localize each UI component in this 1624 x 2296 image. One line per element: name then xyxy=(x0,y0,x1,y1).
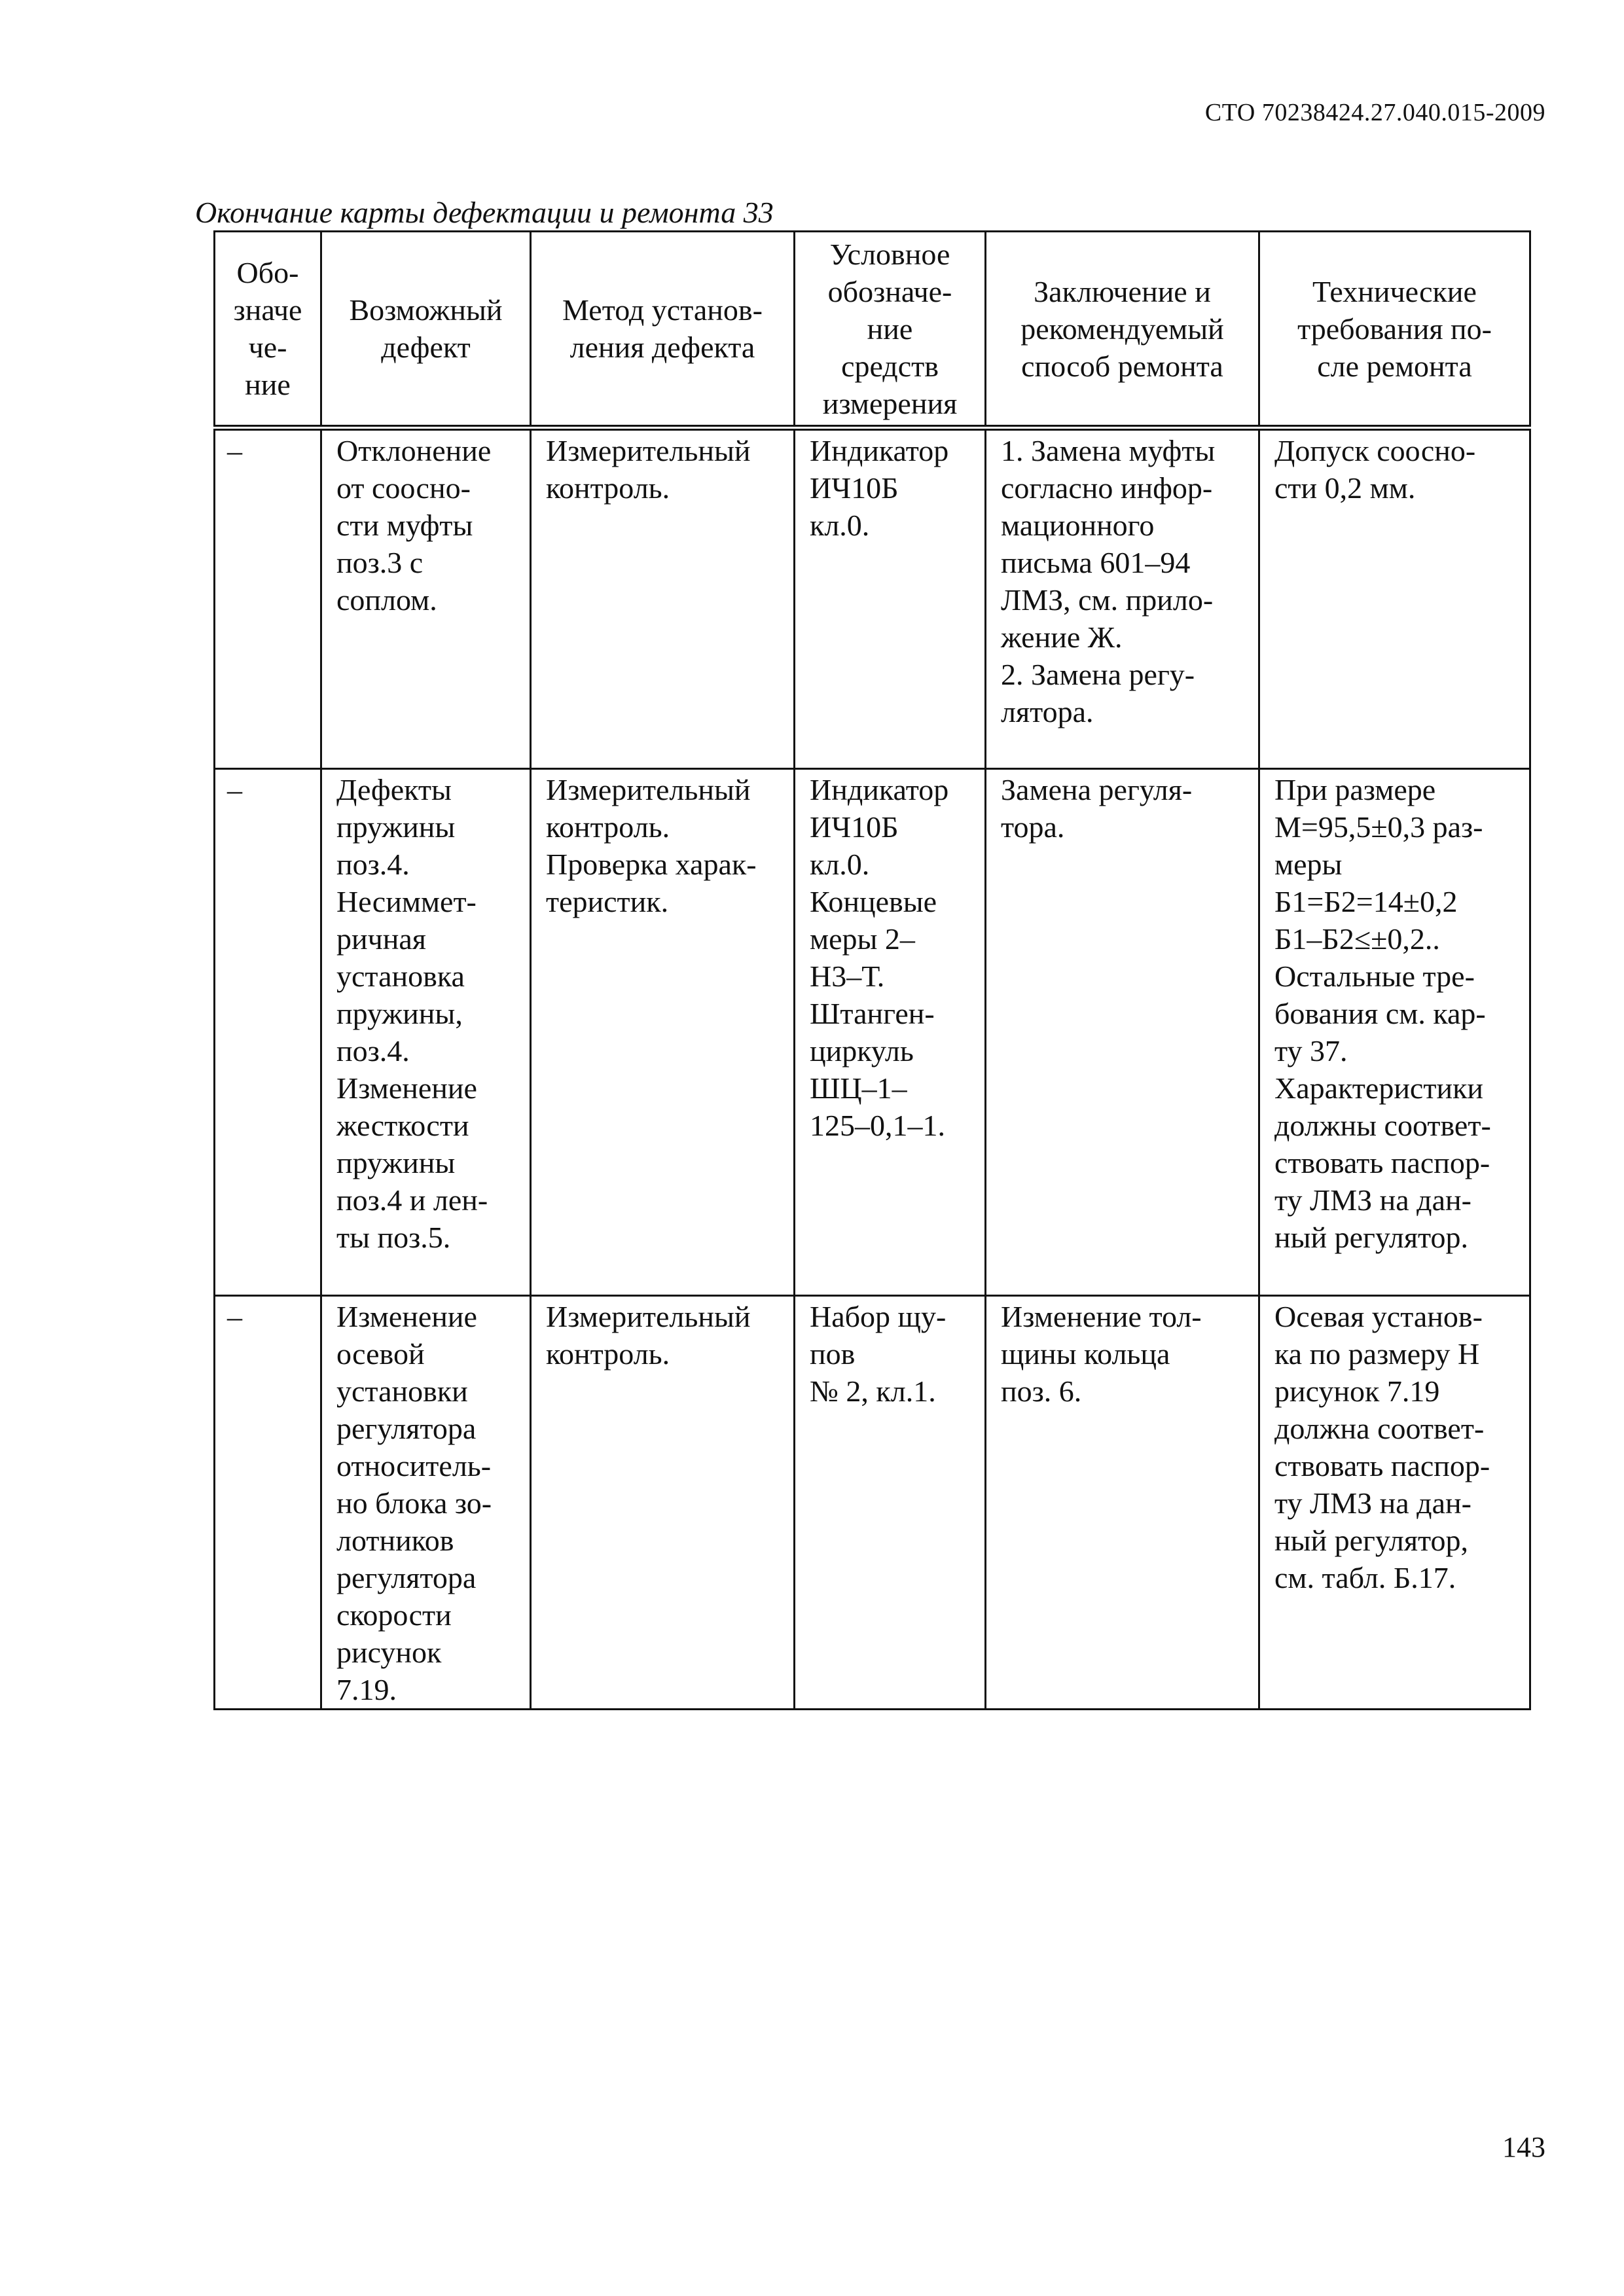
cell-method: Измерительный контроль. xyxy=(531,1296,795,1710)
cell-requirements: При размере М=95,5±0,3 раз- меры Б1=Б2=14±0,2 Б1–Б2≤±0,2.. Остальные тре- бования см. кар- ту 37. Характеристики должны соответ- ствовать паспор- ту ЛМЗ на дан- ный регулятор. xyxy=(1259,769,1530,1296)
cell-repair: Изменение тол- щины кольца поз. 6. xyxy=(986,1296,1259,1710)
cell-method: Измерительный контроль. xyxy=(531,428,795,769)
cell-defect: Дефекты пружины поз.4. Несиммет- ричная установка пружины, поз.4. Изменение жесткости пружины поз.4 и лен- ты поз.5. xyxy=(321,769,531,1296)
header-row xyxy=(215,232,1530,428)
cell-designation: – xyxy=(215,1296,321,1710)
cell-instrument: Индикатор ИЧ10Б кл.0. xyxy=(795,428,986,769)
column-header-requirements: Технические требования по- сле ремонта xyxy=(1259,232,1530,428)
cell-repair: 1. Замена муфты согласно инфор- мационного письма 601–94 ЛМЗ, см. прило- жение Ж. 2. Замена регу- лятора. xyxy=(986,428,1259,769)
cell-repair: Замена регуля- тора. xyxy=(986,769,1259,1296)
cell-requirements: Допуск соосно- сти 0,2 мм. xyxy=(1259,428,1530,769)
table-caption: Окончание карты дефектации и ремонта 33 xyxy=(195,196,774,229)
column-header-method: Метод установ- ления дефекта xyxy=(531,232,795,428)
cell-designation: – xyxy=(215,769,321,1296)
table-body xyxy=(215,428,1530,1710)
defect-repair-table xyxy=(213,230,1531,1710)
column-header-instrument: Условное обозначе- ние средств измерения xyxy=(795,232,986,428)
cell-defect: Отклонение от соосно- сти муфты поз.3 с соплом. xyxy=(321,428,531,769)
column-header-repair: Заключение и рекомендуемый способ ремонта xyxy=(986,232,1259,428)
cell-defect: Изменение осевой установки регулятора относитель- но блока зо- лотников регулятора скорости рисунок 7.19. xyxy=(321,1296,531,1710)
table-row xyxy=(215,428,1530,769)
document-code: СТО 70238424.27.040.015-2009 xyxy=(1204,99,1545,126)
page-number: 143 xyxy=(1502,2131,1545,2163)
cell-designation: – xyxy=(215,428,321,769)
cell-requirements: Осевая установ- ка по размеру Н рисунок 7.19 должна соответ- ствовать паспор- ту ЛМЗ на дан- ный регулятор, см. табл. Б.17. xyxy=(1259,1296,1530,1710)
column-header-designation: Обо- значе че- ние xyxy=(215,232,321,428)
table-row xyxy=(215,1296,1530,1710)
cell-instrument: Индикатор ИЧ10Б кл.0. Концевые меры 2– Н3–Т. Штанген- циркуль ШЦ–1– 125–0,1–1. xyxy=(795,769,986,1296)
table-row xyxy=(215,769,1530,1296)
cell-method: Измерительный контроль. Проверка харак- теристик. xyxy=(531,769,795,1296)
table-header xyxy=(215,232,1530,428)
column-header-defect: Возможный дефект xyxy=(321,232,531,428)
cell-instrument: Набор щу- пов № 2, кл.1. xyxy=(795,1296,986,1710)
